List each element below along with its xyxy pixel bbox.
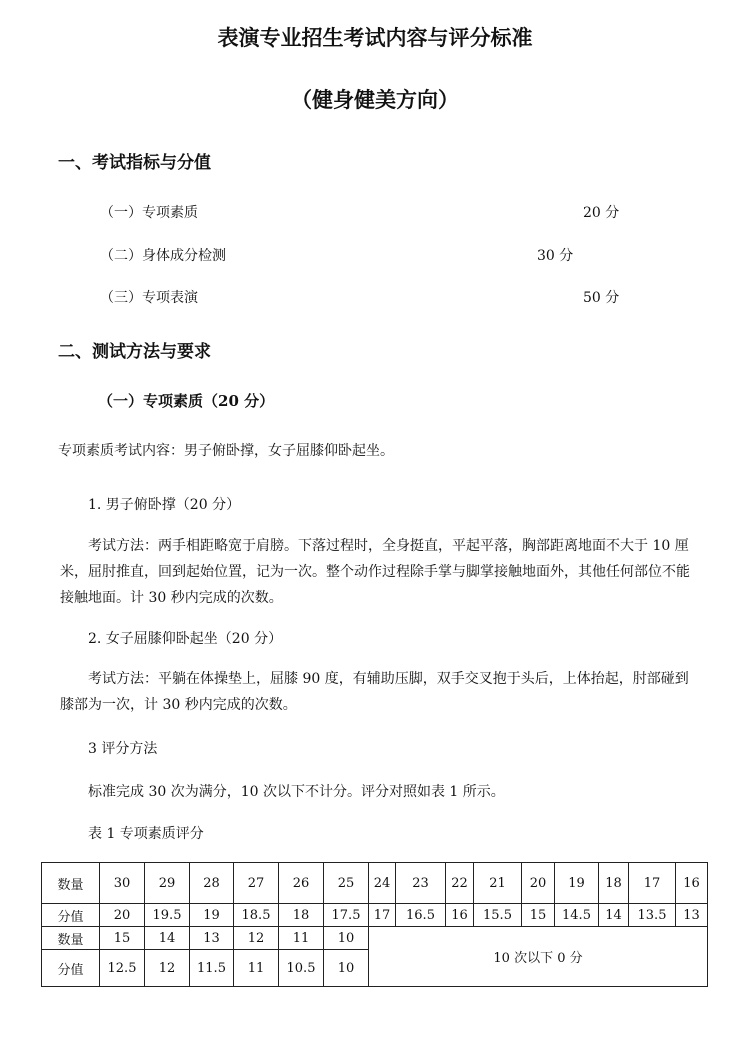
section2-heading: 二、测试方法与要求 [58, 342, 211, 362]
table-cell: 17 [629, 863, 676, 904]
indicator-label-1: （一）专项素质 [100, 205, 198, 221]
table-row [42, 927, 708, 950]
table-cell: 10 [324, 950, 369, 987]
document-title: 表演专业招生考试内容与评分标准 [217, 25, 533, 50]
subsection-heading: （一）专项素质（20 分） [98, 392, 275, 410]
table-cell: 12 [145, 950, 190, 987]
table-cell: 21 [474, 863, 522, 904]
table-cell: 18 [279, 904, 324, 927]
table-cell: 18 [599, 863, 629, 904]
row-label: 分值 [42, 950, 100, 987]
indicator-score-1: 20 分 [583, 205, 620, 221]
indicator-label-2: （二）身体成分检测 [100, 248, 226, 264]
indicator-label-3: （三）专项表演 [100, 290, 198, 306]
table-cell: 16.5 [396, 904, 446, 927]
indicator-score-2: 30 分 [537, 248, 574, 264]
item3-title: 3 评分方法 [88, 741, 158, 757]
table-cell: 14.5 [555, 904, 599, 927]
table-cell: 24 [369, 863, 396, 904]
indicator-score-3: 50 分 [583, 290, 620, 306]
table-cell: 11 [279, 927, 324, 950]
table-cell: 11 [234, 950, 279, 987]
item2-title: 2. 女子屈膝仰卧起坐（20 分） [88, 631, 283, 647]
table-cell: 22 [446, 863, 474, 904]
table-cell: 17.5 [324, 904, 369, 927]
table-cell: 15 [522, 904, 555, 927]
table-cell: 16 [676, 863, 708, 904]
table-cell: 15 [100, 927, 145, 950]
table-cell: 10 [324, 927, 369, 950]
item2-body: 考试方法：平躺在体操垫上，屈膝 90 度，有辅助压脚，双手交叉抱于头后，上体抬起，肘部碰到膝部为一次，计 30 秒内完成的次数。 [60, 671, 689, 713]
row-label: 数量 [42, 927, 100, 950]
item1-body: 考试方法：两手相距略宽于肩膀。下落过程时，全身挺直，平起平落，胸部距离地面不大于 10 厘米，屈肘推直，回到起始位置，记为一次。整个动作过程除手掌与脚掌接触地面外，其他任何部位不能接触地面。计 30 秒内完成的次数。 [60, 538, 690, 606]
table-cell: 27 [234, 863, 279, 904]
table-note: 10 次以下 0 分 [369, 927, 708, 987]
row-label: 数量 [42, 863, 100, 904]
table-row [42, 904, 708, 927]
item1-title: 1. 男子俯卧撑（20 分） [88, 497, 241, 513]
table-cell: 11.5 [190, 950, 234, 987]
table-cell: 28 [190, 863, 234, 904]
document-subtitle: （健身健美方向） [291, 87, 459, 112]
table-cell: 12 [234, 927, 279, 950]
table-cell: 26 [279, 863, 324, 904]
section1-heading: 一、考试指标与分值 [58, 153, 211, 173]
intro-text: 专项素质考试内容：男子俯卧撑，女子屈膝仰卧起坐。 [58, 443, 394, 459]
table-cell: 30 [100, 863, 145, 904]
table-cell: 13 [190, 927, 234, 950]
table-cell: 10.5 [279, 950, 324, 987]
table-cell: 17 [369, 904, 396, 927]
score-table [41, 862, 708, 987]
table-cell: 12.5 [100, 950, 145, 987]
table-cell: 19.5 [145, 904, 190, 927]
item3-body: 标准完成 30 次为满分，10 次以下不计分。评分对照如表 1 所示。 [88, 784, 505, 800]
table-cell: 15.5 [474, 904, 522, 927]
table-cell: 14 [599, 904, 629, 927]
table-row [42, 863, 708, 904]
table-cell: 13.5 [629, 904, 676, 927]
table-cell: 19 [190, 904, 234, 927]
table-cell: 16 [446, 904, 474, 927]
row-label: 分值 [42, 904, 100, 927]
table-caption: 表 1 专项素质评分 [88, 826, 204, 842]
table-cell: 29 [145, 863, 190, 904]
table-cell: 20 [100, 904, 145, 927]
table-cell: 13 [676, 904, 708, 927]
table-cell: 20 [522, 863, 555, 904]
table-cell: 18.5 [234, 904, 279, 927]
table-cell: 19 [555, 863, 599, 904]
table-cell: 25 [324, 863, 369, 904]
table-cell: 14 [145, 927, 190, 950]
table-cell: 23 [396, 863, 446, 904]
